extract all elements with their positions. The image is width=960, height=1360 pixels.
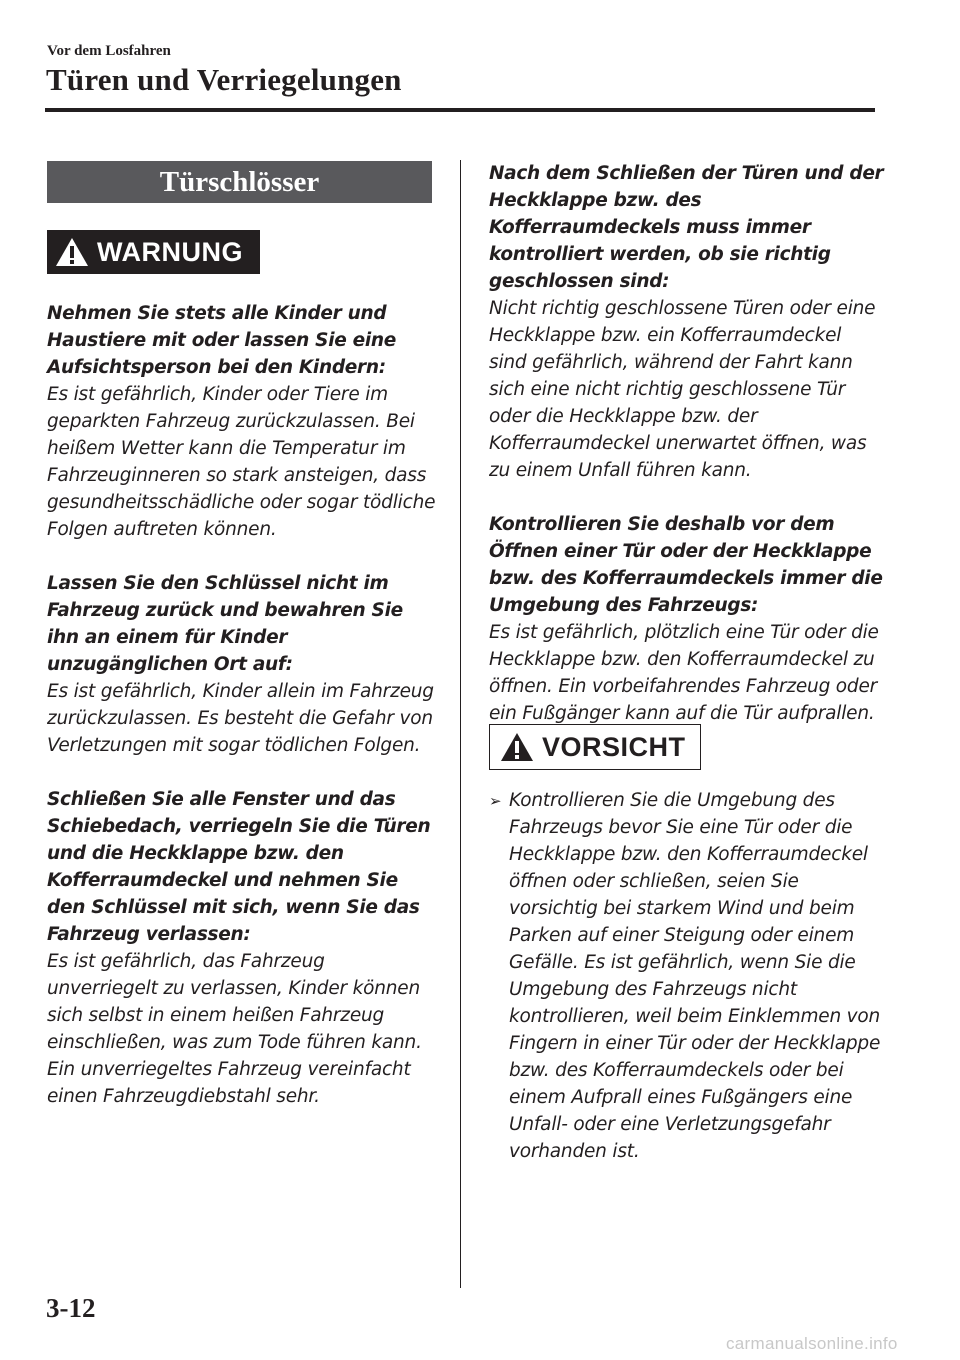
warning-triangle-icon	[500, 732, 534, 762]
watermark: carmanualsonline.info	[726, 1334, 898, 1353]
warning-block	[47, 570, 439, 759]
warning-label	[47, 230, 260, 274]
left-column	[47, 300, 439, 1137]
warning-block	[47, 786, 439, 1110]
warning-block	[489, 160, 884, 484]
caution-bullet-text: Kontrollieren Sie die Umgebung des Fahrzeugs bevor Sie eine Tür oder die Heckklappe bzw. den Kofferraumdeckel öffnen oder schließen, seien Sie vorsichtig bei starkem Wind und beim Parken auf einer Steigung oder einem Gefälle. Es ist gefährlich, wenn Sie die Umgebung des Fahrzeugs nicht kontrollieren, weil beim Einklemmen von Fingern in einer Tür oder der Heckklappe bzw. des Kofferraumdeckels oder bei einem Aufprall eines Fußgängers eine Unfall- oder eine Verletzungsgefahr vorhanden ist.	[509, 790, 881, 1162]
caution-bullet-item	[489, 787, 884, 1165]
warning-block-body: Es ist gefährlich, plötzlich eine Tür oder die Heckklappe bzw. den Kofferraumdeckel zu öffnen. Ein vorbeifahrendes Fahrzeug oder ein Fußgänger kann auf die Tür aufprallen.	[489, 622, 879, 724]
warning-label-text: WARNUNG	[97, 236, 243, 267]
section-title: Türschlösser	[47, 161, 432, 203]
warning-block-heading: Lassen Sie den Schlüssel nicht im Fahrzeug zurück und bewahren Sie ihn an einem für Kinder unzugänglichen Ort auf:	[47, 573, 403, 675]
warning-block-body: Nicht richtig geschlossene Türen oder eine Heckklappe bzw. ein Kofferraumdeckel sind gefährlich, während der Fahrt kann sich eine nicht richtig geschlossene Tür oder die Heckklappe bzw. der Kofferraumdeckel unerwartet öffnen, was zu einem Unfall führen kann.	[489, 298, 876, 481]
warning-block-heading: Nach dem Schließen der Türen und der Heckklappe bzw. des Kofferraumdeckels muss immer kontrolliert werden, ob sie richtig geschlossen sind:	[489, 163, 884, 292]
caution-label	[489, 724, 701, 770]
warning-block-body: Es ist gefährlich, Kinder oder Tiere im geparkten Fahrzeug zurückzulassen. Bei heißem Wetter kann die Temperatur im Fahrzeuginneren so stark ansteigen, dass gesundheitsschädliche oder sogar tödliche Folgen auftreten können.	[47, 384, 436, 540]
warning-block	[47, 300, 439, 543]
warning-block-heading: Kontrollieren Sie deshalb vor dem Öffnen einer Tür oder der Heckklappe bzw. des Kofferraumdeckels immer die Umgebung des Fahrzeugs:	[489, 514, 883, 616]
warning-block-heading: Nehmen Sie stets alle Kinder und Haustiere mit oder lassen Sie eine Aufsichtsperson bei den Kindern:	[47, 303, 397, 378]
caution-label-text: VORSICHT	[542, 731, 686, 762]
page-number: 3-12	[46, 1293, 96, 1323]
warning-block-body: Es ist gefährlich, Kinder allein im Fahrzeug zurückzulassen. Es besteht die Gefahr von Verletzungen mit sogar tödlichen Folgen.	[47, 681, 434, 756]
bullet-arrow-icon: ➢	[489, 792, 502, 810]
column-divider	[460, 160, 461, 1288]
page-title: Türen und Verriegelungen	[46, 62, 402, 97]
warning-triangle-icon	[55, 237, 89, 267]
warning-block-body: Es ist gefährlich, das Fahrzeug unverriegelt zu verlassen, Kinder können sich selbst in einem heißen Fahrzeug einschließen, was zum Tode führen kann. Ein unverriegeltes Fahrzeug vereinfacht einen Fahrzeugdiebstahl sehr.	[47, 951, 422, 1107]
chapter-kicker: Vor dem Losfahren	[47, 43, 171, 59]
warning-block-heading: Schließen Sie alle Fenster und das Schiebedach, verriegeln Sie die Türen und die Heckklappe bzw. den Kofferraumdeckel und nehmen Sie den Schlüssel mit sich, wenn Sie das Fahrzeug verlassen:	[47, 789, 431, 945]
header-rule	[45, 108, 875, 112]
warning-block	[489, 511, 884, 727]
right-column	[489, 160, 884, 754]
